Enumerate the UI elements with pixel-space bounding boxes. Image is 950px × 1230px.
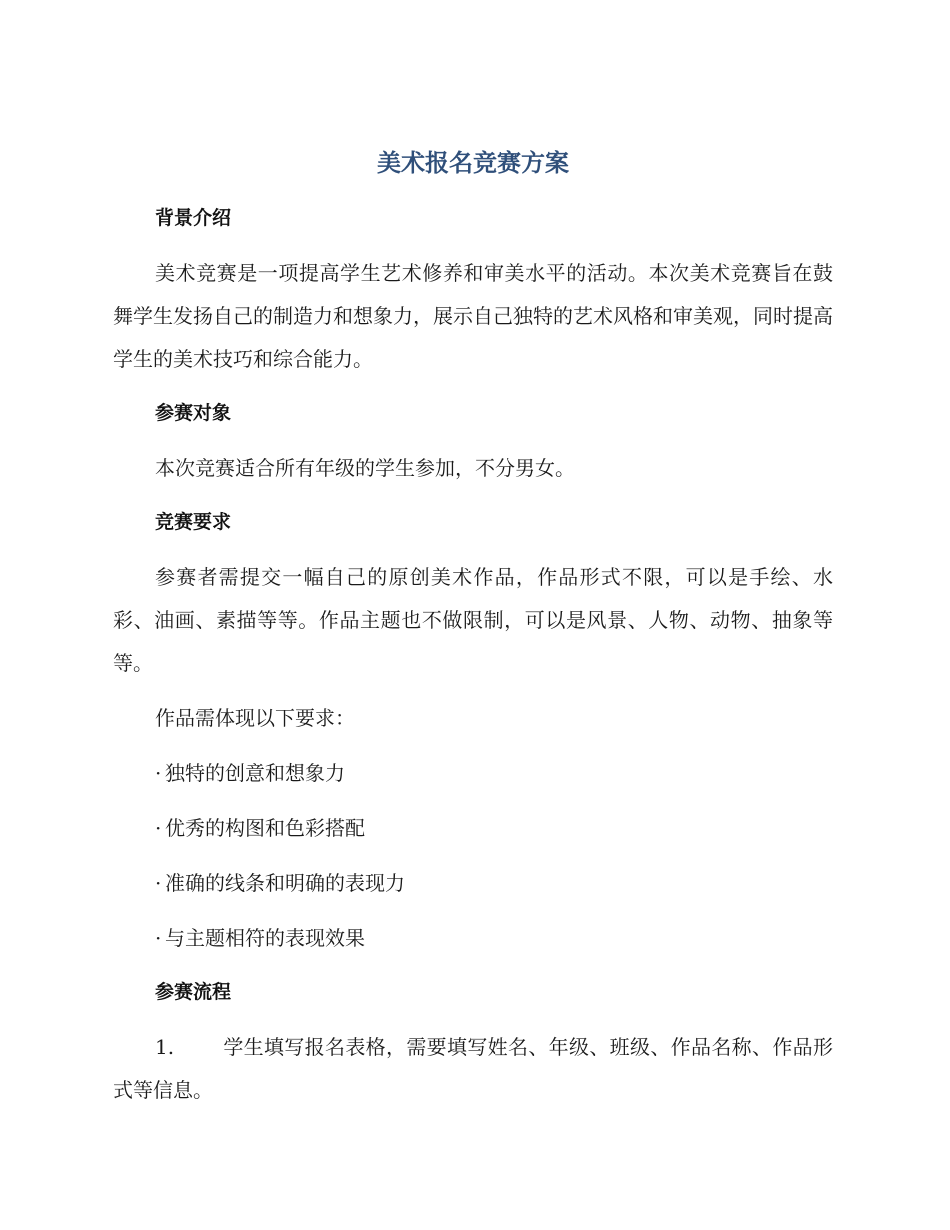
process-step bbox=[113, 1026, 833, 1112]
requirement-item-text: 与主题相符的表现效果 bbox=[165, 926, 365, 950]
bullet-icon: · bbox=[155, 871, 162, 895]
background-paragraph: 美术竞赛是一项提高学生艺术修养和审美水平的活动。本次美术竞赛旨在鼓舞学生发扬自己的制造力和想象力，展示自己独特的艺术风格和审美观，同时提高学生的美术技巧和综合能力。 bbox=[113, 261, 833, 371]
section-heading-requirements: 竞赛要求 bbox=[155, 511, 232, 533]
bullet-icon: · bbox=[155, 816, 162, 840]
requirement-item-text: 优秀的构图和色彩搭配 bbox=[165, 816, 365, 840]
requirement-item-text: 准确的线条和明确的表现力 bbox=[165, 871, 405, 895]
requirement-list-item bbox=[113, 917, 833, 960]
requirement-list-item bbox=[113, 862, 833, 905]
document-body bbox=[113, 140, 833, 1112]
requirement-list-item bbox=[113, 807, 833, 850]
participants-paragraph: 本次竞赛适合所有年级的学生参加，不分男女。 bbox=[155, 456, 575, 480]
requirements-paragraph: 参赛者需提交一幅自己的原创美术作品，作品形式不限，可以是手绘、水彩、油画、素描等等。作品主题也不做限制，可以是风景、人物、动物、抽象等等。 bbox=[113, 565, 833, 675]
document-title: 美术报名竞赛方案 bbox=[377, 149, 569, 177]
step-number: 1. bbox=[155, 1035, 175, 1059]
bullet-icon: · bbox=[155, 761, 162, 785]
step-text: 学生填写报名表格，需要填写姓名、年级、班级、作品名称、作品形式等信息。 bbox=[113, 1035, 833, 1102]
section-heading-background: 背景介绍 bbox=[155, 207, 232, 229]
section-heading-process: 参赛流程 bbox=[155, 981, 232, 1003]
bullet-icon: · bbox=[155, 926, 162, 950]
section-heading-participants: 参赛对象 bbox=[155, 402, 232, 424]
requirement-item-text: 独特的创意和想象力 bbox=[165, 761, 345, 785]
requirement-list-item bbox=[113, 752, 833, 795]
requirements-intro: 作品需体现以下要求： bbox=[155, 706, 355, 730]
